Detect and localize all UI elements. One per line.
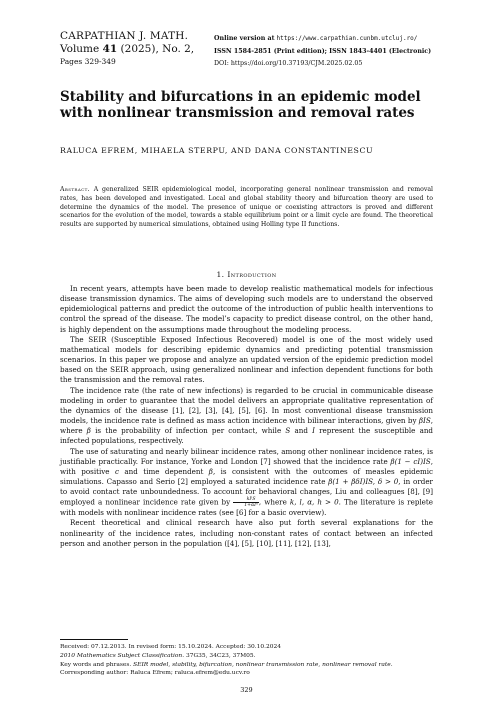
abstract-label: Abstract. (60, 186, 91, 193)
paragraph-5: Recent theoretical and clinical research have also put forth several explanations for the nonlinearity of the incidence rates, including non-constant rates of contact between an infected person and another person in the population ([4], [5], [10], [11], [12], [13], (60, 518, 433, 548)
incidence-fraction: $\frac{\text{kIˡS}}{\text{1+αIʰ}}$ (233, 497, 259, 508)
abstract (60, 186, 433, 230)
keywords: Key words and phrases. SEIR model, stability, bifurcation, nonlinear transmission rate, nonlinear removal rate. (60, 661, 393, 668)
journal-name: CARPATHIAN J. MATH. (60, 30, 189, 42)
body-text (60, 284, 433, 549)
footnote (60, 643, 433, 678)
doi-link[interactable]: DOI: https://doi.org/10.37193/CJM.2025.02.05 (214, 60, 363, 67)
corresponding-author: Corresponding author: Raluca Efrem; raluca.efrem@edu.ucv.ro (60, 670, 250, 677)
page-number: 329 (240, 686, 253, 694)
paragraph-4: The use of saturating and nearly bilinear incidence rates, among other nonlinear incidence rates, is justifiable practically. For instance, Yorke and London [7] showed that the incidence rate β(1 − cI)IS, with positive c and time dependent β, is consistent with the outcomes of measles epidemic simulations. Capasso and Serio [2] employed a saturated incidence rate β(1 + βδI)IS, δ > 0, in order to avoid contact rate unboundedness. To account for behavioral changes, Liu and colleagues [8], [9] employed a nonlinear incidence rate given by $\frac{\text{kIˡS}}{\text{1+αIʰ}}$ , where k, l, α, h > 0. The literature is replete with models with nonlinear incidence rates (see [6] for a basic overview). (60, 446, 434, 518)
abstract-text: A generalized SEIR epidemiological model, incorporating general nonlinear transmission and removal rates, has been developed and investigated. Local and global stability theory and bifurcation theory are used to determine the dynamics of the model. The presence of unique or coexisting attractors is proved and different scenarios for the evolution of the model, towards a stable equilibrium point or a limit cycle are found. The theoretical results are supported by numerical simulations, obtained using Holling type II functions. (60, 186, 433, 229)
issn-line: ISSN 1584-2851 (Print edition); ISSN 1843-4401 (Electronic) (214, 47, 432, 55)
footnote-rule (60, 639, 128, 640)
author-list: RALUCA EFREM, MIHAELA STERPU, AND DANA CONSTANTINESCU (60, 146, 374, 155)
received-dates: Received: 07.12.2013. In revised form: 15.10.2024. Accepted: 30.10.2024 (60, 644, 281, 650)
journal-header-left (60, 30, 210, 68)
paragraph-3: The incidence rate (the rate of new infections) is regarded to be crucial in communicable disease modeling in order to guarantee that the model delivers an appropriate qualitative representation of the dynamics of the disease [1], [2], [3], [4], [5], [6]. In most conventional disease transmission models, the incidence rate is defined as mass action incidence with bilinear interactions, given by βIS, where β is the probability of infection per contact, while S and I represent the susceptible and infected populations, respectively. (60, 385, 433, 446)
journal-url-link[interactable]: https://www.carpathian.cunbm.utcluj.ro/ (276, 35, 418, 42)
online-version: Online version at https://www.carpathian.cunbm.utcluj.ro/ (214, 35, 418, 42)
journal-header-right (214, 33, 444, 71)
section-heading: 1. Introduction (216, 270, 277, 279)
volume-number: 41 (102, 43, 118, 55)
volume-issue: Volume 41 (2025), No. 2, (60, 43, 195, 55)
paragraph-1: In recent years, attempts have been made to develop realistic mathematical models for infectious disease transmission dynamics. The aims of developing such models are to understand the observed epidemiological patterns and predict the outcome of the introduction of public health interventions to control the spread of the disease. The model’s capacity to predict disease control, on the other hand, is highly dependent on the assumptions made throughout the modeling process. (60, 284, 433, 334)
paper-title: Stability and bifurcations in an epidemic model with nonlinear transmission and removal rates (60, 89, 421, 121)
paragraph-2: The SEIR (Susceptible Exposed Infectious Recovered) model is one of the most widely used mathematical models for describing epidemic dynamics and predicting potential transmission scenarios. In this paper we propose and analyze an updated version of the epidemic prediction model based on the SEIR approach, using generalized nonlinear and infection dependent functions for both the transmission and the removal rates. (60, 334, 433, 385)
page-range: Pages 329-349 (60, 57, 116, 66)
msc-classification: 2010 Mathematics Subject Classification. 37G35, 34C23, 37M05. (60, 652, 256, 659)
